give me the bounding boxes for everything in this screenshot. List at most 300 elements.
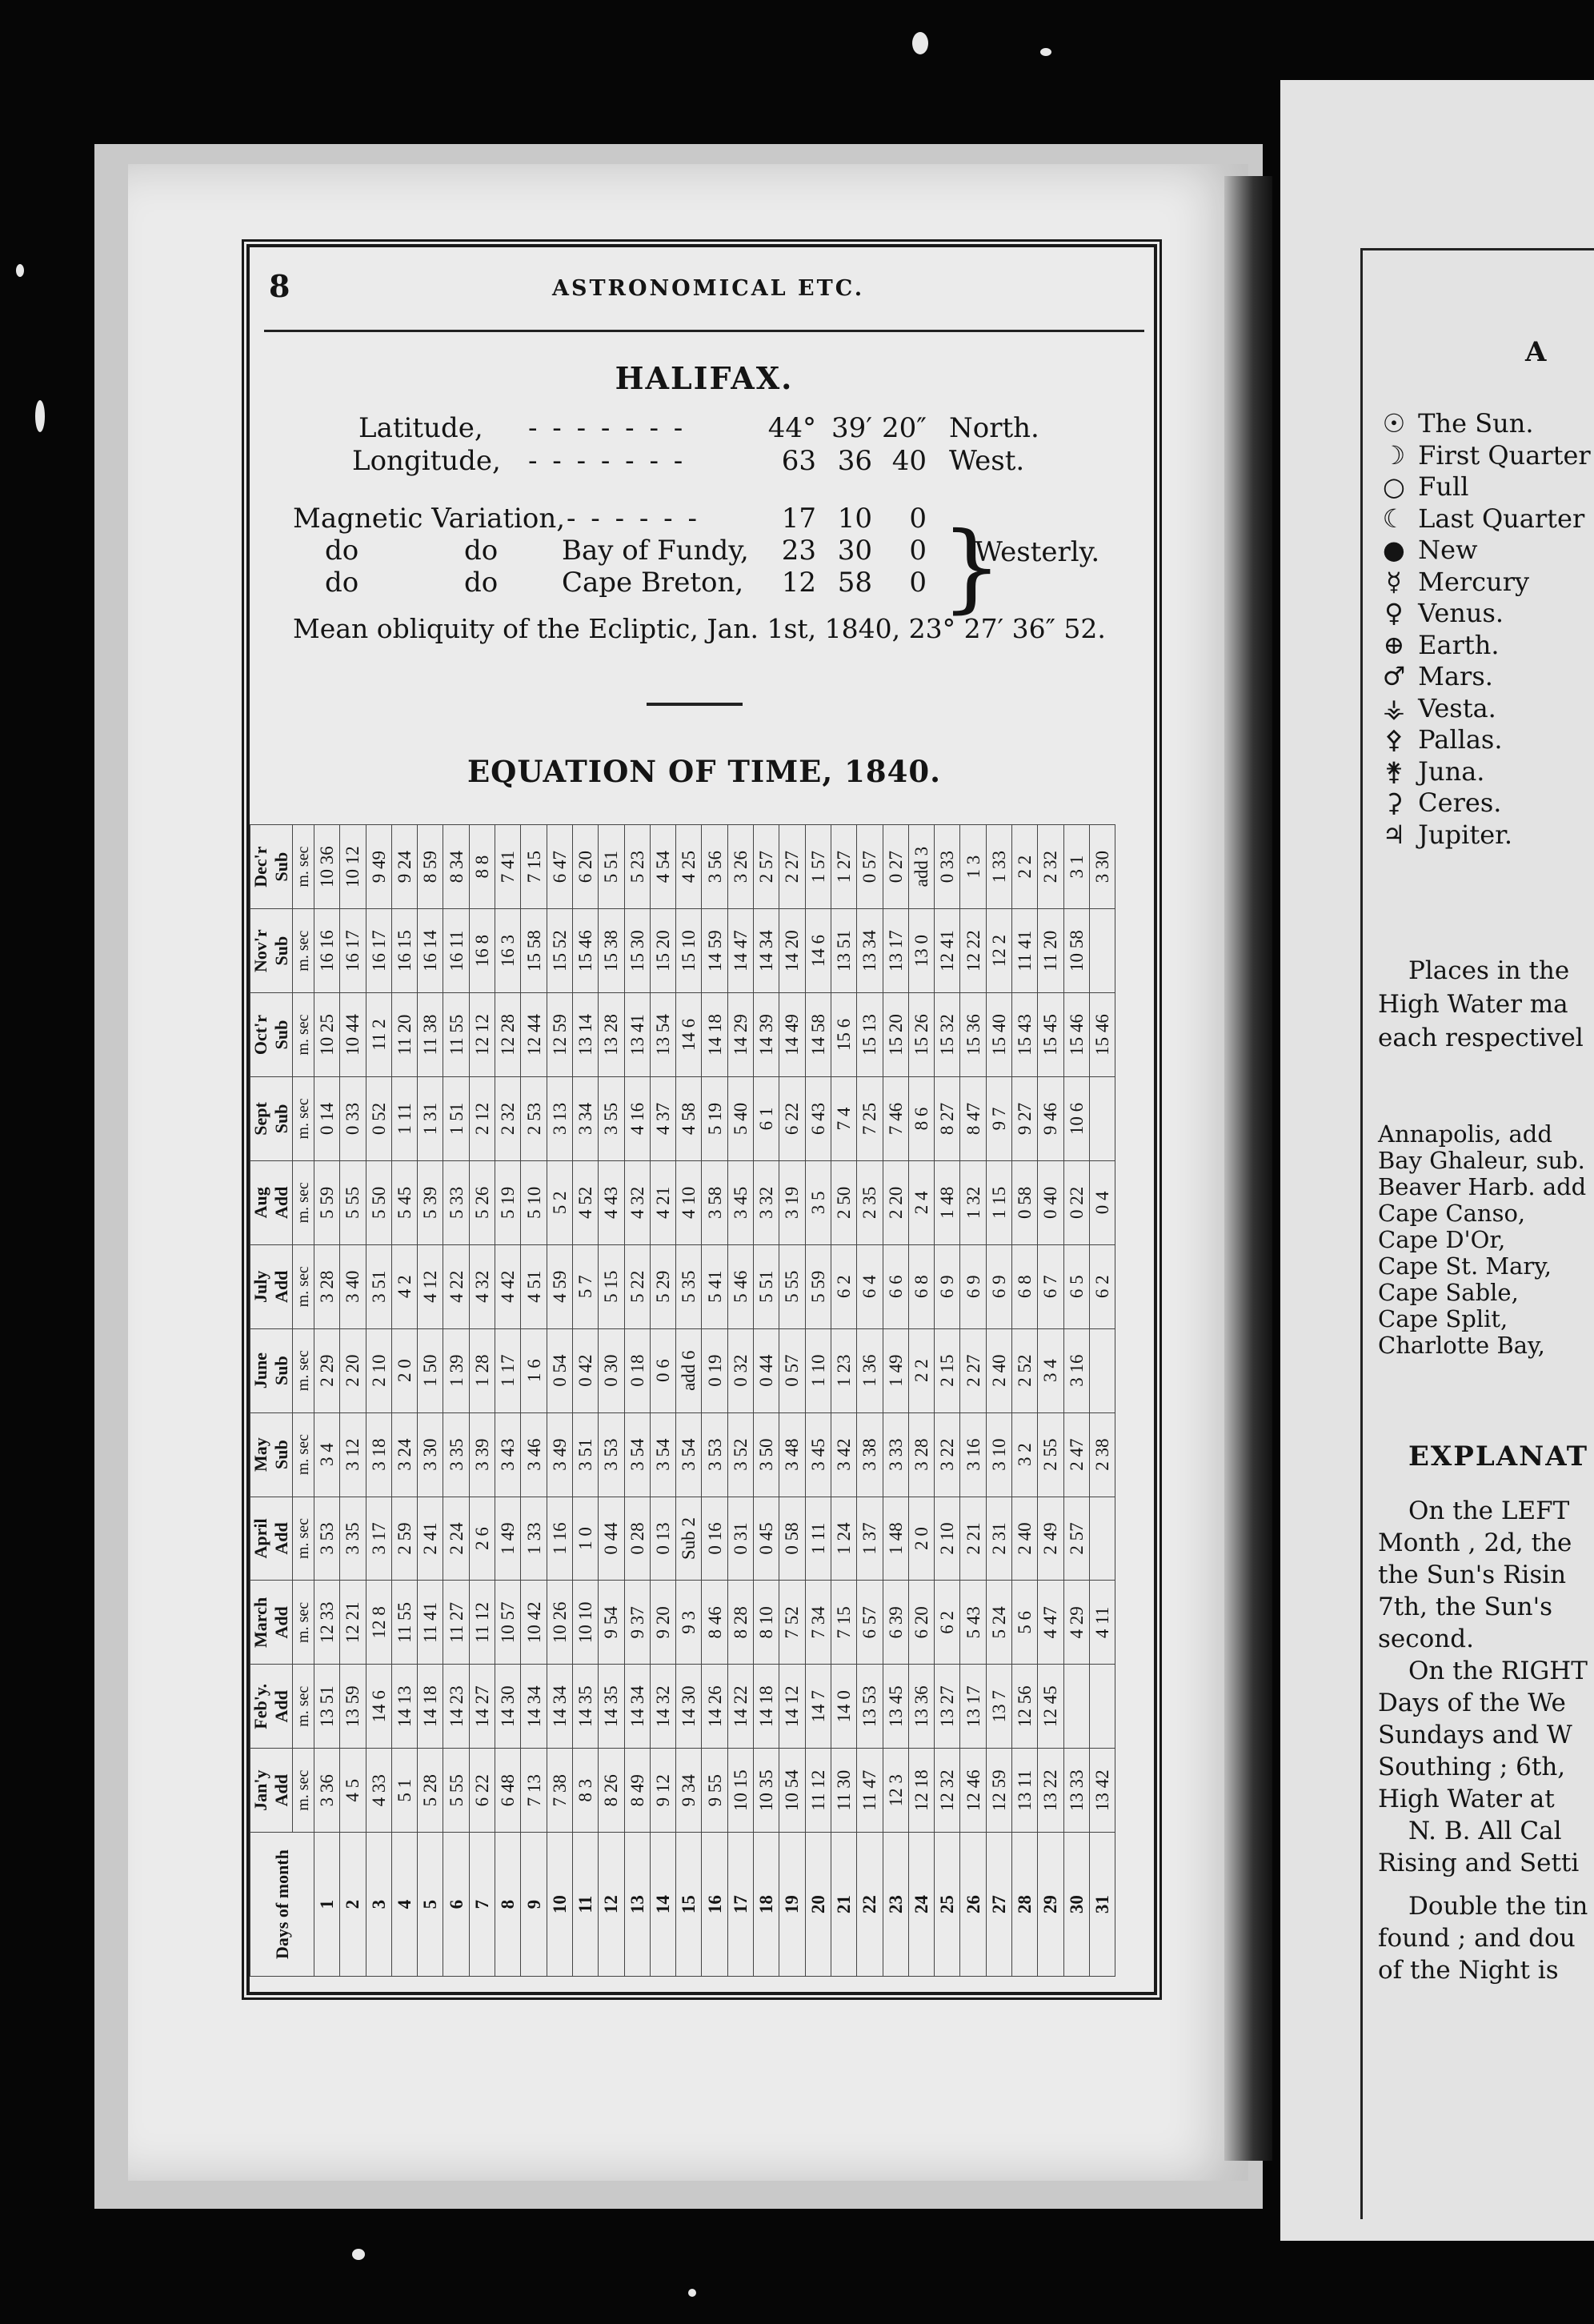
- value-cell: 15 38: [599, 909, 624, 993]
- place-line: Cape Canso,: [1378, 1200, 1526, 1227]
- symbol-row: [1378, 787, 1501, 818]
- value-cell: 0 14: [314, 1076, 340, 1160]
- value-cell: 16 3: [495, 909, 521, 993]
- speck: [912, 32, 928, 54]
- value-cell: 12 45: [1038, 1665, 1063, 1749]
- value-cell: 3 55: [599, 1076, 624, 1160]
- value-cell: 9 20: [650, 1581, 675, 1665]
- day-cell: 5: [418, 1833, 443, 1977]
- variation-minutes: 58: [837, 567, 872, 599]
- place-line: Cape Split,: [1378, 1305, 1508, 1332]
- table-row: [443, 825, 469, 1977]
- symbol-label: Mars.: [1418, 661, 1493, 691]
- month-op: Sub: [271, 1440, 291, 1469]
- table-row: [391, 825, 417, 1977]
- value-cell: 0 6: [650, 1328, 675, 1412]
- table-row: [676, 825, 702, 1977]
- value-cell: 3 34: [572, 1076, 598, 1160]
- value-cell: 10 35: [754, 1749, 779, 1833]
- value-cell: 10 42: [521, 1581, 547, 1665]
- value-cell: 6 4: [857, 1244, 883, 1328]
- value-cell: 2 0: [391, 1328, 417, 1412]
- value-cell: 12 28: [495, 993, 521, 1077]
- value-cell: 4 10: [676, 1160, 702, 1244]
- place-line: Bay Ghaleur, sub.: [1378, 1147, 1585, 1174]
- value-cell: 1 23: [831, 1328, 856, 1412]
- value-cell: 3 5: [805, 1160, 831, 1244]
- value-cell: 10 26: [547, 1581, 572, 1665]
- month-header-3: [250, 1497, 293, 1581]
- value-cell: 13 54: [650, 993, 675, 1077]
- variation-place: Bay of Fundy,: [562, 535, 749, 567]
- value-cell: 8 49: [624, 1749, 650, 1833]
- value-cell: 14 18: [418, 1665, 443, 1749]
- value-cell: 4 29: [1063, 1581, 1089, 1665]
- value-cell: 11 38: [418, 993, 443, 1077]
- planet-symbol-icon: ☾: [1382, 503, 1406, 534]
- value-cell: 13 11: [1012, 1749, 1038, 1833]
- variation-degrees: 12: [781, 567, 816, 599]
- value-cell: 14 12: [779, 1665, 805, 1749]
- value-cell: 1 24: [831, 1497, 856, 1581]
- right-page-heading: A: [1525, 336, 1547, 368]
- value-cell: 9 27: [1012, 1076, 1038, 1160]
- value-cell: 5 24: [986, 1581, 1011, 1665]
- value-cell: 4 25: [676, 825, 702, 909]
- explanation-line: Sundays and W: [1378, 1721, 1572, 1749]
- table-row: [418, 825, 443, 1977]
- value-cell: 1 51: [443, 1076, 469, 1160]
- value-cell: 13 27: [935, 1665, 960, 1749]
- obliquity-line: Mean obliquity of the Ecliptic, Jan. 1st, 1840, 23° 27′ 36″ 52.: [293, 613, 1106, 644]
- table-row: [547, 825, 572, 1977]
- month-name: Nov'r: [250, 929, 270, 973]
- value-cell: 2 27: [960, 1328, 986, 1412]
- value-cell: 16 15: [391, 909, 417, 993]
- month-op: Sub: [271, 851, 291, 882]
- explanation-line: Days of the We: [1378, 1689, 1566, 1717]
- table-row: [883, 825, 908, 1977]
- value-cell: 2 47: [1063, 1412, 1089, 1497]
- value-cell: 4 59: [547, 1244, 572, 1328]
- month-op: Add: [271, 1186, 291, 1220]
- value-cell: 3 32: [754, 1160, 779, 1244]
- month-op: Sub: [271, 1104, 291, 1134]
- value-cell: 12 41: [935, 909, 960, 993]
- symbol-row: [1378, 471, 1468, 502]
- value-cell: 16 17: [366, 909, 391, 993]
- value-cell: 15 46: [572, 909, 598, 993]
- value-cell: 5 39: [418, 1160, 443, 1244]
- value-cell: 13 59: [340, 1665, 366, 1749]
- value-cell: 0 58: [779, 1497, 805, 1581]
- day-cell: 24: [908, 1833, 934, 1977]
- value-cell: 7 52: [779, 1581, 805, 1665]
- value-cell: 5 55: [340, 1160, 366, 1244]
- value-cell: 12 56: [1012, 1665, 1038, 1749]
- value-cell: 16 17: [340, 909, 366, 993]
- value-cell: 2 20: [340, 1328, 366, 1412]
- value-cell: 2 12: [469, 1076, 495, 1160]
- variation-seconds: 0: [909, 535, 927, 567]
- value-cell: 3 49: [547, 1412, 572, 1497]
- explanation-line: found ; and dou: [1378, 1924, 1576, 1953]
- planet-symbol-icon: ☉: [1382, 408, 1406, 439]
- value-cell: 1 0: [572, 1497, 598, 1581]
- value-cell: 14 32: [650, 1665, 675, 1749]
- symbol-label: Vesta.: [1418, 692, 1496, 723]
- value-cell: 1 15: [986, 1160, 1011, 1244]
- value-cell: 4 43: [599, 1160, 624, 1244]
- table-row: [754, 825, 779, 1977]
- halifax-title: HALIFAX.: [615, 360, 794, 396]
- value-cell: 0 44: [754, 1328, 779, 1412]
- unit-header: m. sec: [293, 1160, 314, 1244]
- value-cell: 3 40: [340, 1244, 366, 1328]
- value-cell: 2 15: [935, 1328, 960, 1412]
- value-cell: 6 9: [960, 1244, 986, 1328]
- longitude-degrees: 63: [781, 445, 816, 477]
- value-cell: 1 11: [805, 1497, 831, 1581]
- day-cell: 2: [340, 1833, 366, 1977]
- table-row: [624, 825, 650, 1977]
- month-header-9: [250, 993, 293, 1077]
- day-cell: 28: [1012, 1833, 1038, 1977]
- value-cell: add 3: [908, 825, 934, 909]
- value-cell: 6 7: [1038, 1244, 1063, 1328]
- variation-place: Cape Breton,: [562, 567, 744, 599]
- planet-symbol-icon: ○: [1383, 471, 1405, 502]
- symbol-label: Jupiter.: [1418, 819, 1513, 850]
- value-cell: [1089, 1328, 1115, 1412]
- brace: }: [941, 512, 1003, 623]
- explanation-line: On the RIGHT: [1408, 1657, 1588, 1685]
- value-cell: 3 22: [935, 1412, 960, 1497]
- value-cell: 3 38: [857, 1412, 883, 1497]
- value-cell: 7 15: [831, 1581, 856, 1665]
- value-cell: 13 33: [1063, 1749, 1089, 1833]
- value-cell: 13 0: [908, 909, 934, 993]
- value-cell: 15 40: [986, 993, 1011, 1077]
- value-cell: 9 3: [676, 1581, 702, 1665]
- value-cell: 2 2: [1012, 825, 1038, 909]
- symbol-label: Last Quarter: [1418, 503, 1585, 534]
- value-cell: 6 47: [547, 825, 572, 909]
- value-cell: 7 13: [521, 1749, 547, 1833]
- value-cell: 6 20: [572, 825, 598, 909]
- day-cell: 30: [1063, 1833, 1089, 1977]
- value-cell: 11 12: [805, 1749, 831, 1833]
- month-op: Sub: [271, 1356, 291, 1386]
- value-cell: 3 19: [779, 1160, 805, 1244]
- value-cell: 2 27: [779, 825, 805, 909]
- value-cell: 1 48: [935, 1160, 960, 1244]
- value-cell: 3 51: [366, 1244, 391, 1328]
- value-cell: 13 36: [908, 1665, 934, 1749]
- value-cell: 15 43: [1012, 993, 1038, 1077]
- day-cell: 27: [986, 1833, 1011, 1977]
- value-cell: 11 47: [857, 1749, 883, 1833]
- value-cell: 8 47: [960, 1076, 986, 1160]
- month-op: Add: [271, 1774, 291, 1807]
- value-cell: 5 41: [702, 1244, 727, 1328]
- month-op: Add: [271, 1522, 291, 1555]
- month-name: May: [250, 1437, 270, 1472]
- value-cell: 6 9: [986, 1244, 1011, 1328]
- place-line: Charlotte Bay,: [1378, 1332, 1545, 1359]
- unit-header: m. sec: [293, 1749, 314, 1833]
- value-cell: 3 53: [314, 1497, 340, 1581]
- value-cell: 10 15: [727, 1749, 753, 1833]
- value-cell: 4 2: [391, 1244, 417, 1328]
- value-cell: [1089, 1665, 1115, 1749]
- value-cell: 2 10: [935, 1497, 960, 1581]
- table-row: [1089, 825, 1115, 1977]
- value-cell: 14 58: [805, 993, 831, 1077]
- symbol-label: Earth.: [1418, 629, 1500, 660]
- value-cell: 9 55: [702, 1749, 727, 1833]
- month-header-4: [250, 1412, 293, 1497]
- value-cell: 3 39: [469, 1412, 495, 1497]
- value-cell: 2 52: [1012, 1328, 1038, 1412]
- value-cell: 15 58: [521, 909, 547, 993]
- equation-table-wrap: [250, 824, 1130, 1977]
- variation-minutes: 30: [837, 535, 872, 567]
- value-cell: 4 58: [676, 1076, 702, 1160]
- value-cell: 14 59: [702, 909, 727, 993]
- value-cell: 1 11: [391, 1076, 417, 1160]
- day-cell: 13: [624, 1833, 650, 1977]
- value-cell: 12 8: [366, 1581, 391, 1665]
- value-cell: 3 4: [314, 1412, 340, 1497]
- value-cell: 4 11: [1089, 1581, 1115, 1665]
- value-cell: 14 49: [779, 993, 805, 1077]
- speck: [352, 2249, 365, 2260]
- value-cell: 4 21: [650, 1160, 675, 1244]
- day-cell: 10: [547, 1833, 572, 1977]
- planet-symbol-icon: ♀: [1384, 598, 1404, 628]
- explanation-line: of the Night is: [1378, 1956, 1559, 1985]
- value-cell: 3 54: [650, 1412, 675, 1497]
- value-cell: 1 27: [831, 825, 856, 909]
- symbol-label: Juna.: [1418, 755, 1485, 787]
- value-cell: 3 46: [521, 1412, 547, 1497]
- value-cell: 15 10: [676, 909, 702, 993]
- value-cell: 0 32: [727, 1328, 753, 1412]
- value-cell: 4 32: [624, 1160, 650, 1244]
- value-cell: 2 10: [366, 1328, 391, 1412]
- value-cell: 10 25: [314, 993, 340, 1077]
- value-cell: 16 8: [469, 909, 495, 993]
- value-cell: 5 46: [727, 1244, 753, 1328]
- value-cell: 2 57: [1063, 1497, 1089, 1581]
- day-cell: 26: [960, 1833, 986, 1977]
- table-row: [521, 825, 547, 1977]
- variation-do: do: [325, 535, 359, 567]
- value-cell: 3 24: [391, 1412, 417, 1497]
- value-cell: 3 54: [676, 1412, 702, 1497]
- latitude-dashes: - - - - - - -: [528, 412, 687, 444]
- value-cell: 2 6: [469, 1497, 495, 1581]
- value-cell: 5 15: [599, 1244, 624, 1328]
- value-cell: 13 28: [599, 993, 624, 1077]
- value-cell: 11 12: [469, 1581, 495, 1665]
- value-cell: 11 55: [443, 993, 469, 1077]
- value-cell: 3 35: [340, 1497, 366, 1581]
- value-cell: 1 10: [805, 1328, 831, 1412]
- day-cell: 18: [754, 1833, 779, 1977]
- value-cell: 4 16: [624, 1076, 650, 1160]
- day-cell: 1: [314, 1833, 340, 1977]
- month-name: June: [250, 1352, 270, 1389]
- value-cell: 11 55: [391, 1581, 417, 1665]
- month-name: Feb'y.: [250, 1683, 270, 1729]
- explanation-line: High Water at: [1378, 1785, 1555, 1813]
- planet-symbol-icon: ⚶: [1383, 692, 1405, 723]
- value-cell: 3 36: [314, 1749, 340, 1833]
- table-row: [960, 825, 986, 1977]
- explanation-line: 7th, the Sun's: [1378, 1593, 1553, 1621]
- value-cell: 2 24: [443, 1497, 469, 1581]
- symbol-label: The Sun.: [1418, 408, 1534, 439]
- value-cell: 4 47: [1038, 1581, 1063, 1665]
- value-cell: 4 22: [443, 1244, 469, 1328]
- value-cell: 5 50: [366, 1160, 391, 1244]
- value-cell: 4 52: [572, 1160, 598, 1244]
- value-cell: 14 7: [805, 1665, 831, 1749]
- value-cell: 6 48: [495, 1749, 521, 1833]
- table-row: [314, 825, 340, 1977]
- value-cell: 8 28: [727, 1581, 753, 1665]
- value-cell: 9 49: [366, 825, 391, 909]
- value-cell: 3 16: [1063, 1328, 1089, 1412]
- value-cell: 0 19: [702, 1328, 727, 1412]
- table-row: [366, 825, 391, 1977]
- value-cell: 14 35: [572, 1665, 598, 1749]
- value-cell: 1 28: [469, 1328, 495, 1412]
- value-cell: 8 26: [599, 1749, 624, 1833]
- month-name: Dec'r: [250, 846, 270, 888]
- value-cell: 2 2: [908, 1328, 934, 1412]
- day-cell: 23: [883, 1833, 908, 1977]
- table-row: [650, 825, 675, 1977]
- value-cell: 8 59: [418, 825, 443, 909]
- month-name: Aug: [250, 1187, 270, 1219]
- value-cell: 9 12: [650, 1749, 675, 1833]
- table-row: [1038, 825, 1063, 1977]
- value-cell: 1 33: [986, 825, 1011, 909]
- speck: [688, 2289, 696, 2297]
- value-cell: 8 3: [572, 1749, 598, 1833]
- value-cell: 3 53: [599, 1412, 624, 1497]
- unit-header: m. sec: [293, 1076, 314, 1160]
- value-cell: 6 8: [908, 1244, 934, 1328]
- value-cell: 16 14: [418, 909, 443, 993]
- value-cell: 9 46: [1038, 1076, 1063, 1160]
- value-cell: 1 57: [805, 825, 831, 909]
- value-cell: 1 37: [857, 1497, 883, 1581]
- value-cell: 12 59: [547, 993, 572, 1077]
- variation-dashes: - - - - - -: [567, 503, 700, 535]
- value-cell: 14 35: [599, 1665, 624, 1749]
- value-cell: 14 18: [754, 1665, 779, 1749]
- place-line: Cape D'Or,: [1378, 1226, 1506, 1253]
- symbol-row: [1378, 724, 1502, 755]
- equation-title: EQUATION OF TIME, 1840.: [467, 754, 942, 789]
- value-cell: 6 43: [805, 1076, 831, 1160]
- value-cell: 14 30: [676, 1665, 702, 1749]
- explanation-line: Double the tin: [1408, 1892, 1588, 1921]
- value-cell: 11 2: [366, 993, 391, 1077]
- month-op: Sub: [271, 1020, 291, 1050]
- value-cell: 8 27: [935, 1076, 960, 1160]
- running-head: ASTRONOMICAL ETC.: [552, 276, 865, 301]
- value-cell: 2 4: [908, 1160, 934, 1244]
- value-cell: 14 34: [547, 1665, 572, 1749]
- table-row: [340, 825, 366, 1977]
- value-cell: 8 6: [908, 1076, 934, 1160]
- value-cell: 6 1: [754, 1076, 779, 1160]
- day-cell: 31: [1089, 1833, 1115, 1977]
- place-line: Cape Sable,: [1378, 1279, 1519, 1306]
- value-cell: 10 6: [1063, 1076, 1089, 1160]
- table-row: [831, 825, 856, 1977]
- variation-do: do: [464, 567, 499, 599]
- symbol-row: [1378, 408, 1534, 439]
- value-cell: 1 32: [960, 1160, 986, 1244]
- month-name: April: [250, 1518, 270, 1559]
- value-cell: 7 34: [805, 1581, 831, 1665]
- value-cell: 5 59: [805, 1244, 831, 1328]
- value-cell: 10 36: [314, 825, 340, 909]
- value-cell: 1 39: [443, 1328, 469, 1412]
- month-name: Oct'r: [250, 1015, 270, 1056]
- value-cell: 3 30: [1089, 825, 1115, 909]
- value-cell: 13 14: [572, 993, 598, 1077]
- value-cell: 5 23: [624, 825, 650, 909]
- value-cell: 3 13: [547, 1076, 572, 1160]
- table-row: [805, 825, 831, 1977]
- value-cell: 1 3: [960, 825, 986, 909]
- value-cell: 3 17: [366, 1497, 391, 1581]
- value-cell: 2 35: [857, 1160, 883, 1244]
- value-cell: 13 7: [986, 1665, 1011, 1749]
- longitude-dashes: - - - - - - -: [528, 445, 687, 477]
- value-cell: 0 27: [883, 825, 908, 909]
- symbol-label: Ceres.: [1418, 787, 1502, 818]
- value-cell: 15 45: [1038, 993, 1063, 1077]
- value-cell: 5 35: [676, 1244, 702, 1328]
- value-cell: add 6: [676, 1328, 702, 1412]
- value-cell: 9 24: [391, 825, 417, 909]
- value-cell: 1 36: [857, 1328, 883, 1412]
- table-row: [599, 825, 624, 1977]
- value-cell: 6 5: [1063, 1244, 1089, 1328]
- value-cell: 6 2: [1089, 1244, 1115, 1328]
- value-cell: 0 40: [1038, 1160, 1063, 1244]
- value-cell: 6 22: [469, 1749, 495, 1833]
- longitude-label: Longitude,: [352, 445, 501, 477]
- value-cell: 3 50: [754, 1412, 779, 1497]
- value-cell: 5 7: [572, 1244, 598, 1328]
- value-cell: 9 7: [986, 1076, 1011, 1160]
- day-cell: 20: [805, 1833, 831, 1977]
- value-cell: 0 28: [624, 1497, 650, 1581]
- explanation-line: Rising and Setti: [1378, 1849, 1580, 1877]
- value-cell: 15 32: [935, 993, 960, 1077]
- value-cell: 3 26: [727, 825, 753, 909]
- value-cell: 13 51: [831, 909, 856, 993]
